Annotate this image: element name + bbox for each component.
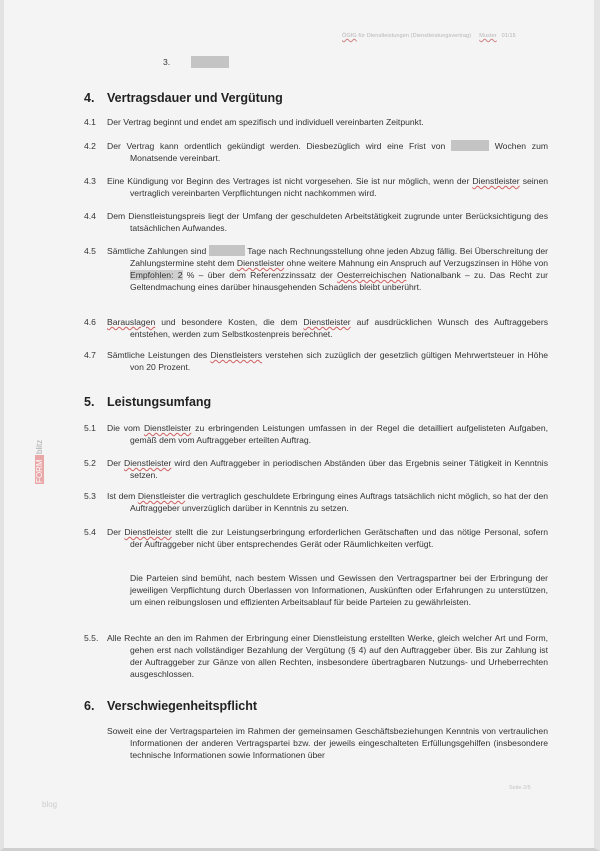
clause-number: 4.3 bbox=[84, 176, 96, 186]
clause-number: 4.2 bbox=[84, 141, 96, 151]
header-mark: ÖGfG bbox=[342, 33, 357, 39]
form-field-placeholder[interactable] bbox=[191, 56, 229, 68]
clause-5-3: Ist dem Dienstleister die vertraglich geschuldete Erbringung eines Auftrags tatsächlich nicht möglich, so hat der den Auftraggeber unverzüglich darüber in Kenntnis zu setzen. bbox=[107, 491, 549, 513]
header-title: für Dienstleistungen (Dienstleistungsvertrag) bbox=[358, 33, 472, 39]
clause-number: 4.4 bbox=[84, 211, 96, 221]
clause-number: 4.5 bbox=[84, 246, 96, 256]
form-field-placeholder[interactable] bbox=[451, 140, 489, 151]
clause-number: 4.7 bbox=[84, 350, 96, 360]
svg-text:FORM: FORM bbox=[35, 459, 44, 483]
clause-4-3: Eine Kündigung vor Beginn des Vertrages ist nicht vorgesehen. Sie ist nur möglich, wenn der Dienstleister seinen vertraglich vereinbarten Verpflichtungen nicht nachkommen wird. bbox=[107, 176, 549, 198]
header-right-mark: Muster bbox=[479, 33, 497, 39]
clause-number: 5.1 bbox=[84, 423, 96, 433]
clause-number: 5.3 bbox=[84, 491, 96, 501]
clause-5-1: Die vom Dienstleister zu erbringenden Leistungen umfassen in der Regel die detailliert aufgelisteten Aufgaben, gemäß dem vom Auftraggeber erteilten Auftrag. bbox=[107, 423, 548, 445]
clause-4-2: Der Vertrag kann ordentlich gekündigt werden. Diesbezüglich wird eine Frist von Wochen zum Monatsende vereinbart. bbox=[107, 141, 549, 163]
clause-number: 4.6 bbox=[84, 317, 96, 327]
header-page-ref: 01/15 bbox=[501, 33, 516, 39]
section-6-text: Soweit eine der Vertragsparteien im Rahmen der gemeinsamen Geschäftsbeziehungen Kenntnis von vertraulichen Informationen der anderen Vertragspartei bzw. der jeweils eingeschalteten Erfüllungsgehilfen (insbesondere technische Informationen sowie Informationen über bbox=[107, 726, 548, 760]
clause-4-5: Sämtliche Zahlungen sind Tage nach Rechnungsstellung ohne jeden Abzug fällig. Bei Überschreitung der Zahlungstermine steht dem Dienstleister ohne weitere Mahnung ein Anspruch auf Verzugszinsen in Höhe von Empfohlen: 2 % – über dem Referenzzinssatz der Oesterreichischen Nationalbank – zu. Das Recht zur Geltendmachung eines darüber hinausgehenden Schadens bleibt unberührt. bbox=[107, 246, 549, 292]
footer-page-number: Seite 2/5 bbox=[509, 785, 531, 791]
form-field-placeholder[interactable] bbox=[209, 245, 245, 256]
clause-5-4: Der Dienstleister stellt die zur Leistungserbringung erforderlichen Gerätschaften und das nötige Personal, sofern der Auftraggeber nicht über entsprechendes Gerät oder Räumlichkeiten verfügt. bbox=[107, 527, 548, 549]
footer-left: blog bbox=[42, 800, 58, 809]
section-5-heading: 5. Leistungsumfang bbox=[84, 395, 212, 409]
clause-5-4-paragraph: Die Parteien sind bemüht, nach bestem Wissen und Gewissen den Vertragspartner bei der Erbringung der jeweiligen Verpflichtung durch Überlassen von Informationen, Auskünften oder Erfahrungen zu unterstützen, um einen reibungslosen und effizienten Arbeitsablauf für beide Parteien zu gewährleisten. bbox=[130, 573, 548, 607]
clause-4-4: Dem Dienstleistungspreis liegt der Umfang der geschuldeten Arbeitstätigkeit zugrunde unter Berücksichtigung des tatsächlichen Aufwandes. bbox=[107, 211, 548, 233]
clause-number: 5.5. bbox=[84, 633, 99, 643]
clause-4-6: Barauslagen und besondere Kosten, die dem Dienstleister auf ausdrücklichen Wunsch des Auftraggebers entstehen, werden zum Selbstkostenpreis berechnet. bbox=[107, 317, 548, 339]
clause-number: 5.2 bbox=[84, 458, 96, 468]
section-4-heading: 4. Vertragsdauer und Vergütung bbox=[84, 91, 283, 105]
item-3-number: 3. bbox=[163, 57, 171, 67]
recommended-rate-field[interactable]: Empfohlen: 2 bbox=[130, 270, 183, 280]
clause-5-5: Alle Rechte an den im Rahmen der Erbringung einer Dienstleistung erstellten Werke, gleich welcher Art und Form, gehen erst nach vollständiger Bezahlung der Vergütung (§ 4) auf den Auftraggeber über. Bis zur Zahlung ist der Auftraggeber zur Gänze von allen Rechten, insbesondere übertragbaren Nutzungs- und Urheberrechten ausgeschlossen. bbox=[107, 633, 548, 679]
clause-4-1: Der Vertrag beginnt und endet am spezifisch und individuell vereinbarten Zeitpunkt. bbox=[107, 117, 424, 127]
page-header bbox=[342, 33, 516, 39]
section-6-heading: 6. Verschwiegenheitspflicht bbox=[84, 699, 258, 713]
clause-4-7: Sämtliche Leistungen des Dienstleisters verstehen sich zuzüglich der gesetzlich gültigen Mehrwertsteuer in Höhe von 20 Prozent. bbox=[107, 350, 549, 372]
clause-5-2: Der Dienstleister wird den Auftraggeber in periodischen Abständen über das Ergebnis seiner Tätigkeit in Kenntnis setzen. bbox=[107, 458, 548, 480]
clause-number: 4.1 bbox=[84, 117, 96, 127]
formblitz-watermark-logo bbox=[32, 425, 46, 485]
clause-number: 5.4 bbox=[84, 527, 96, 537]
svg-text:blitz: blitz bbox=[35, 439, 44, 454]
